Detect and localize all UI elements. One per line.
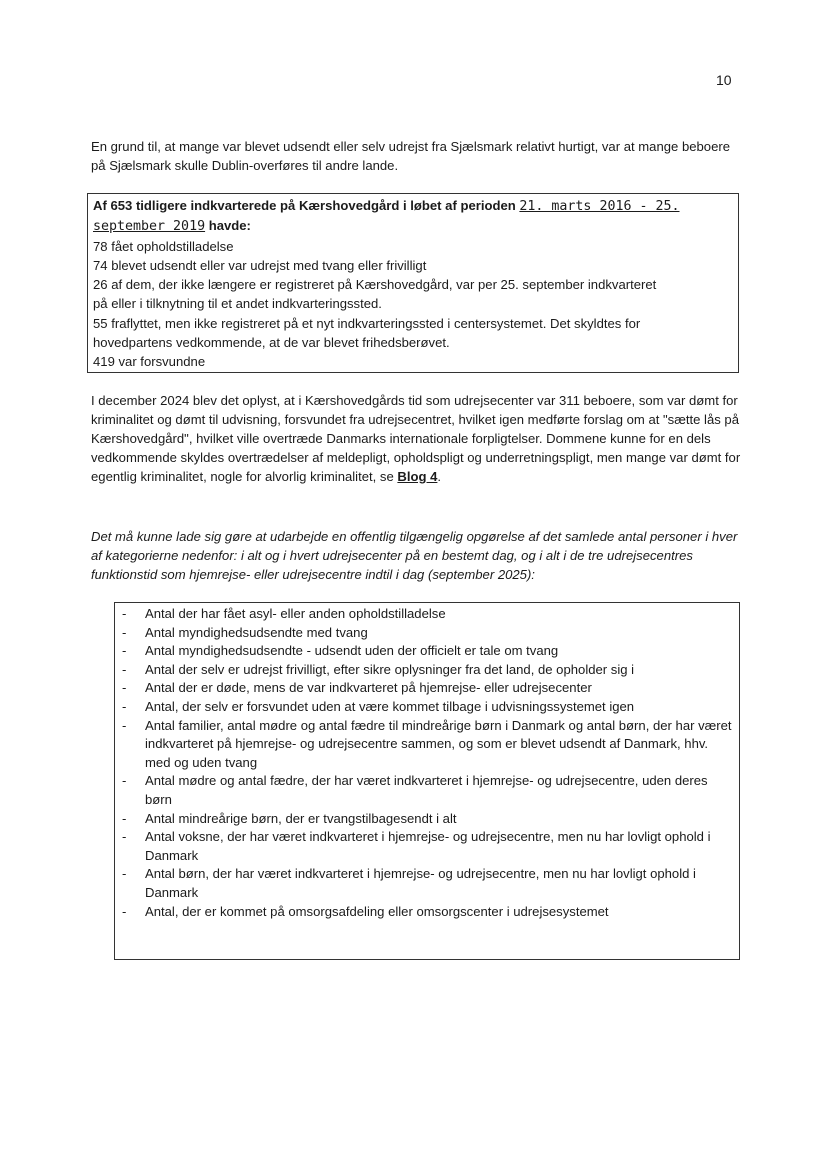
stat-line: 26 af dem, der ikke længere er registreret på Kærshovedgård, var per 25. september indkvarteret (93, 277, 657, 293)
list-item: - Antal mødre og antal fædre, der har været indkvarteret i hjemrejse- og udrejsecentre, uden deres børn (122, 773, 708, 807)
page-number: 10 (716, 72, 732, 88)
stat-line: 55 fraflyttet, men ikke registreret på et nyt indkvarteringssted i centersystemet. Det skyldtes for (93, 315, 641, 331)
list-item: - Antal voksne, der har været indkvarteret i hjemrejse- og udrejsecentre, men nu har lovligt ophold i Danmark (122, 829, 711, 863)
period-dates-2: september 2019 (93, 219, 206, 235)
list-item: - Antal myndighedsudsendte med tvang (122, 624, 368, 640)
stat-line: 74 blevet udsendt eller var udrejst med tvang eller frivilligt (93, 257, 427, 273)
statistics-box (87, 193, 739, 373)
list-item: - Antal, der er kommet på omsorgsafdeling eller omsorgscenter i udrejsesystemet (122, 903, 609, 919)
stat-line: 419 var forsvundne (93, 354, 206, 370)
list-item: - Antal myndighedsudsendte - udsendt uden der officielt er tale om tvang (122, 643, 559, 659)
list-item: - Antal der selv er udrejst frivilligt, efter sikre oplysninger fra det land, de opholder sig i (122, 661, 635, 677)
intro-paragraph: En grund til, at mange var blevet udsendt eller selv udrejst fra Sjælsmark relativt hurtigt, var at mange beboere på Sjælsmark skulle Dublin-overføres til andre lande. (91, 139, 730, 173)
period-dates-1: 21. marts 2016 - 25. (519, 199, 680, 214)
list-item: - Antal mindreårige børn, der er tvangstilbagesendt i alt (122, 810, 457, 826)
stat-line: på eller i tilknytning til et andet indkvarteringssted. (93, 296, 382, 312)
blog-4-link[interactable]: Blog 4 (397, 469, 438, 484)
list-item: - Antal der er døde, mens de var indkvarteret på hjemrejse- eller udrejsecenter (122, 680, 592, 696)
list-item: - Antal, der selv er forsvundet uden at være kommet tilbage i udvisningssystemet igen (122, 698, 635, 714)
categories-box (114, 602, 740, 960)
italic-request-paragraph: Det må kunne lade sig gøre at udarbejde en offentlig tilgængelig opgørelse af det samlede antal personer i hver af kategorierne nedenfor: i alt og i hvert udrejsecenter på en bestemt dag, og i alt i de tre udrejsecentres funktionstid som hjemrejse- eller udrejsecentre indtil i dag (september 2025): (91, 529, 738, 582)
statistics-heading: Af 653 tidligere indkvarterede på Kærshovedgård i løbet af perioden 21. marts 2016 - 25. september 2019 havde: (93, 198, 680, 235)
list-item: - Antal der har fået asyl- eller anden opholdstilladelse (122, 606, 446, 621)
stat-line: hovedpartens vedkommende, at de var blevet frihedsberøvet. (93, 335, 450, 351)
kaershovedgaard-paragraph: I december 2024 blev det oplyst, at i Kærshovedgårds tid som udrejsecenter var 311 beboere, som var dømt for kriminalitet og dømt til udvisning, forsvundet fra udrejsecentret, hvilket igen medførte forslag om at "sætte lås på Kærshovedgård", hvilket ville overtræde Danmarks internationale forpligtelser. Dommene kunne for en dels vedkommende skyldes overtrædelser af meldepligt, opholdspligt og underretningspligt, men mange var dømt for egentlig kriminalitet, nogle for alvorlig kriminalitet, se Blog 4. (91, 393, 741, 484)
list-item: - Antal børn, der har været indkvarteret i hjemrejse- og udrejsecentre, men nu har lovligt ophold i Danmark (122, 866, 696, 900)
list-item: - Antal familier, antal mødre og antal fædre til mindreårige børn i Danmark og antal børn, der har været indkvarteret på hjemrejse- og udrejsecentre sammen, og som er blevet udsendt af Danmark, hhv. med og uden tvang (122, 717, 732, 770)
stat-line: 78 fået opholdstilladelse (93, 238, 234, 254)
